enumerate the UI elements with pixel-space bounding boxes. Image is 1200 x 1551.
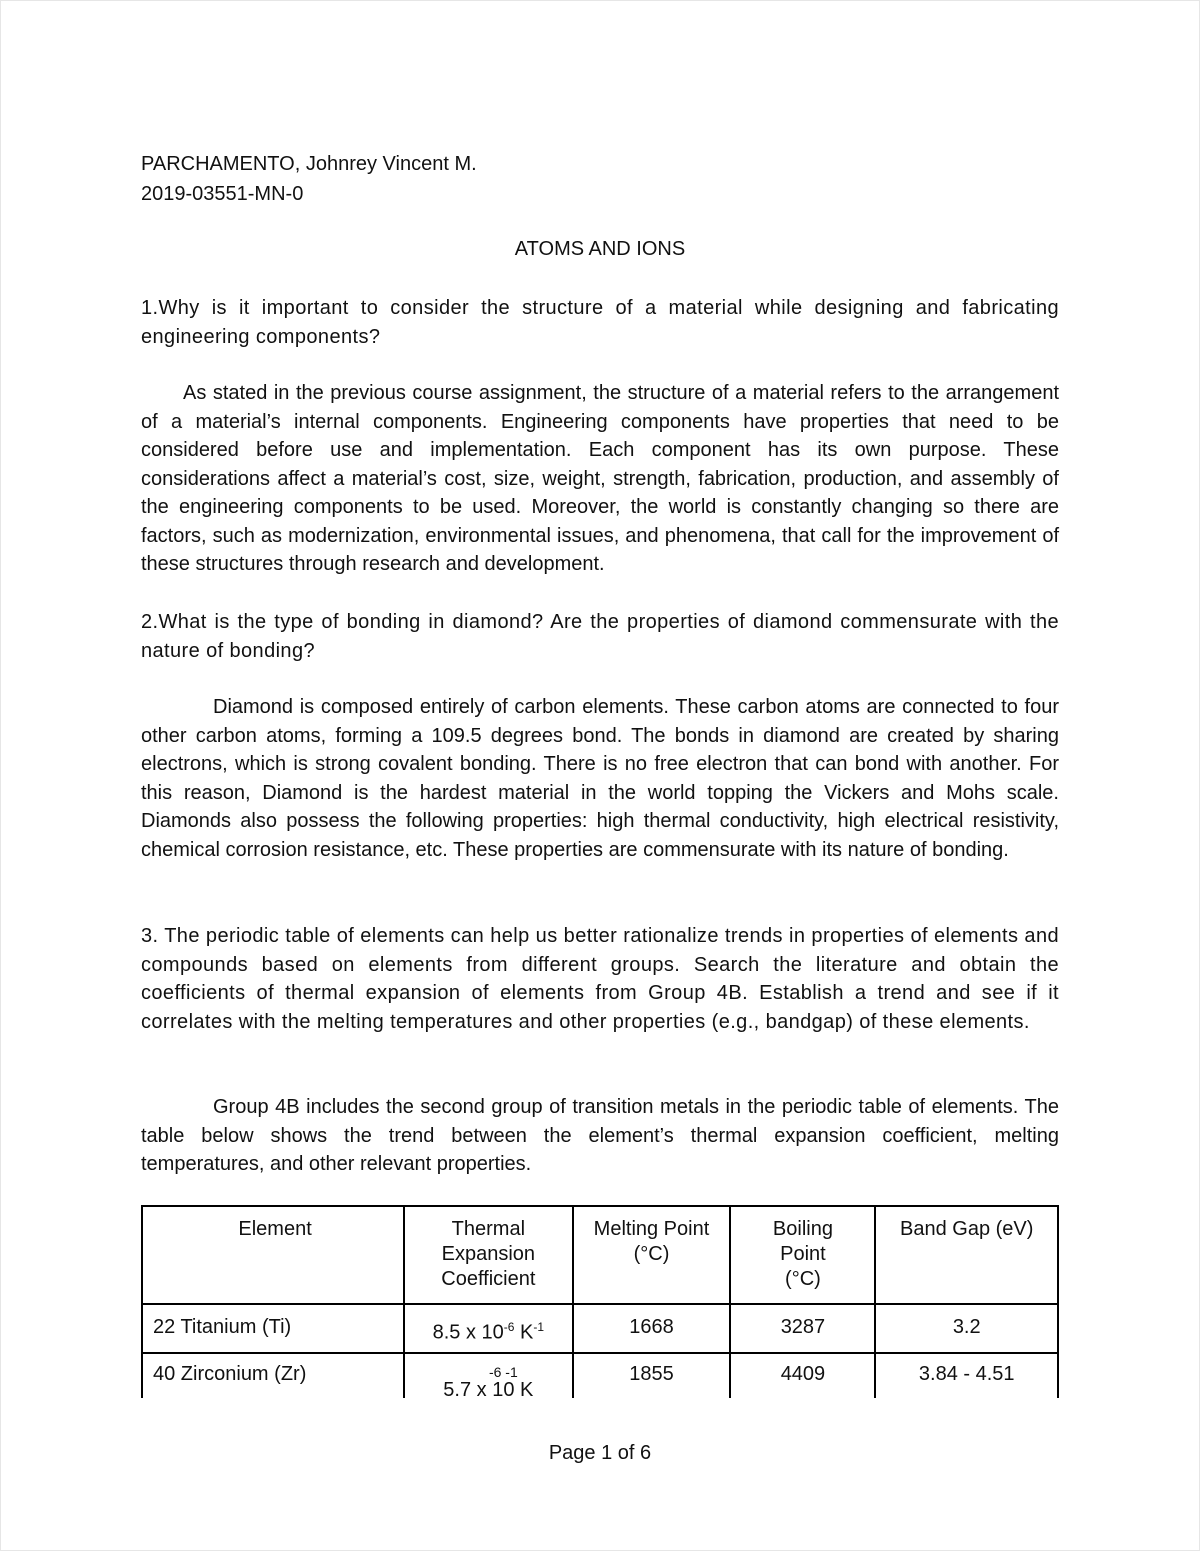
question-1: 1.Why is it important to consider the structure of a material while designing and fabricating engineering components? — [141, 297, 1059, 348]
header-thermal — [404, 1206, 572, 1304]
cell-bandgap: 3.2 — [875, 1304, 1058, 1353]
cell-boiling: 3287 — [730, 1304, 875, 1353]
table-header-row — [142, 1206, 1058, 1304]
cell-bandgap-text: 3.84 - 4.51 — [918, 1362, 1015, 1385]
header-thermal-line3: Coefficient — [441, 1268, 536, 1290]
table-row — [142, 1353, 1058, 1398]
header-bandgap: Band Gap (eV) — [875, 1206, 1058, 1304]
header-boiling-line1: Boiling — [772, 1218, 833, 1240]
cell-boiling — [730, 1353, 875, 1398]
header-thermal-line1: Thermal — [451, 1218, 526, 1240]
answer-3: Group 4B includes the second group of transition metals in the periodic table of elements. The table below shows the trend between the element’s thermal expansion coefficient, melting temperatures, and other relevant properties. — [141, 1096, 1059, 1175]
cell-thermal — [404, 1304, 572, 1353]
question-3: 3. The periodic table of elements can help us better rationalize trends in properties of elements and compounds based on elements from different groups. Search the literature and obtain the coefficients of thermal expansion of elements from Group 4B. Establish a trend and see if it correlates with the melting temperatures and other properties (e.g., bandgap) of these elements. — [141, 925, 1059, 1033]
cell-element: 22 Titanium (Ti) — [142, 1304, 404, 1353]
cell-melting — [573, 1353, 731, 1398]
answer-1: As stated in the previous course assignment, the structure of a material refers to the arrangement of a material’s internal components. Engineering components have properties that need to be considered before use and implementation. Each component has its own purpose. These considerations affect a material’s cost, size, weight, strength, fabrication, production, and assembly of the engineering components to be used. Moreover, the world is constantly changing so there are factors, such as modernization, environmental issues, and phenomena, that call for the improvement of these structures through research and development. — [141, 382, 1059, 575]
cell-thermal-exp: -6 — [503, 1320, 515, 1334]
header-boiling-line2: Point — [780, 1243, 826, 1265]
cell-thermal-unit-exp: -1 — [533, 1320, 545, 1334]
header-thermal-line2: Expansion — [441, 1243, 536, 1265]
header-melting-line2: (°C) — [633, 1243, 670, 1265]
cell-element — [142, 1353, 404, 1398]
cell-bandgap — [875, 1353, 1058, 1398]
header-element: Element — [142, 1206, 404, 1304]
cell-thermal — [404, 1353, 572, 1398]
cell-thermal-sup: -6 -1 — [488, 1363, 518, 1380]
cell-melting: 1668 — [573, 1304, 731, 1353]
page-number: Page 1 of 6 — [548, 1442, 652, 1464]
cell-thermal-unit: K — [520, 1321, 534, 1344]
cell-thermal-text: 5.7 x 10 K — [443, 1378, 534, 1398]
properties-table — [141, 1205, 1059, 1398]
cell-element-text: 40 Zirconium (Zr) — [153, 1362, 307, 1385]
document-title: ATOMS AND IONS — [514, 238, 686, 260]
student-id: 2019-03551-MN-0 — [141, 183, 304, 205]
header-boiling-line3: (°C) — [785, 1268, 821, 1290]
table-row — [142, 1304, 1058, 1353]
question-2: 2.What is the type of bonding in diamond? Are the properties of diamond commensurate with the nature of bonding? — [141, 611, 1059, 662]
header-melting — [573, 1206, 731, 1304]
header-boiling — [730, 1206, 875, 1304]
answer-2: Diamond is composed entirely of carbon elements. These carbon atoms are connected to four other carbon atoms, forming a 109.5 degrees bond. The bonds in diamond are created by sharing electrons, which is strong covalent bonding. There is no free electron that can bond with another. For this reason, Diamond is the hardest material in the world topping the Vickers and Mohs scale. Diamonds also possess the following properties: high thermal conductivity, high electrical resistivity, chemical corrosion resistance, etc. These properties are commensurate with its nature of bonding. — [141, 696, 1059, 861]
author-name: PARCHAMENTO, Johnrey Vincent M. — [141, 153, 477, 175]
cell-thermal-base: 8.5 x 10 — [432, 1321, 504, 1344]
cell-boiling-text: 4409 — [780, 1362, 826, 1385]
header-melting-line1: Melting Point — [593, 1218, 710, 1240]
cell-melting-text: 1855 — [629, 1362, 674, 1385]
